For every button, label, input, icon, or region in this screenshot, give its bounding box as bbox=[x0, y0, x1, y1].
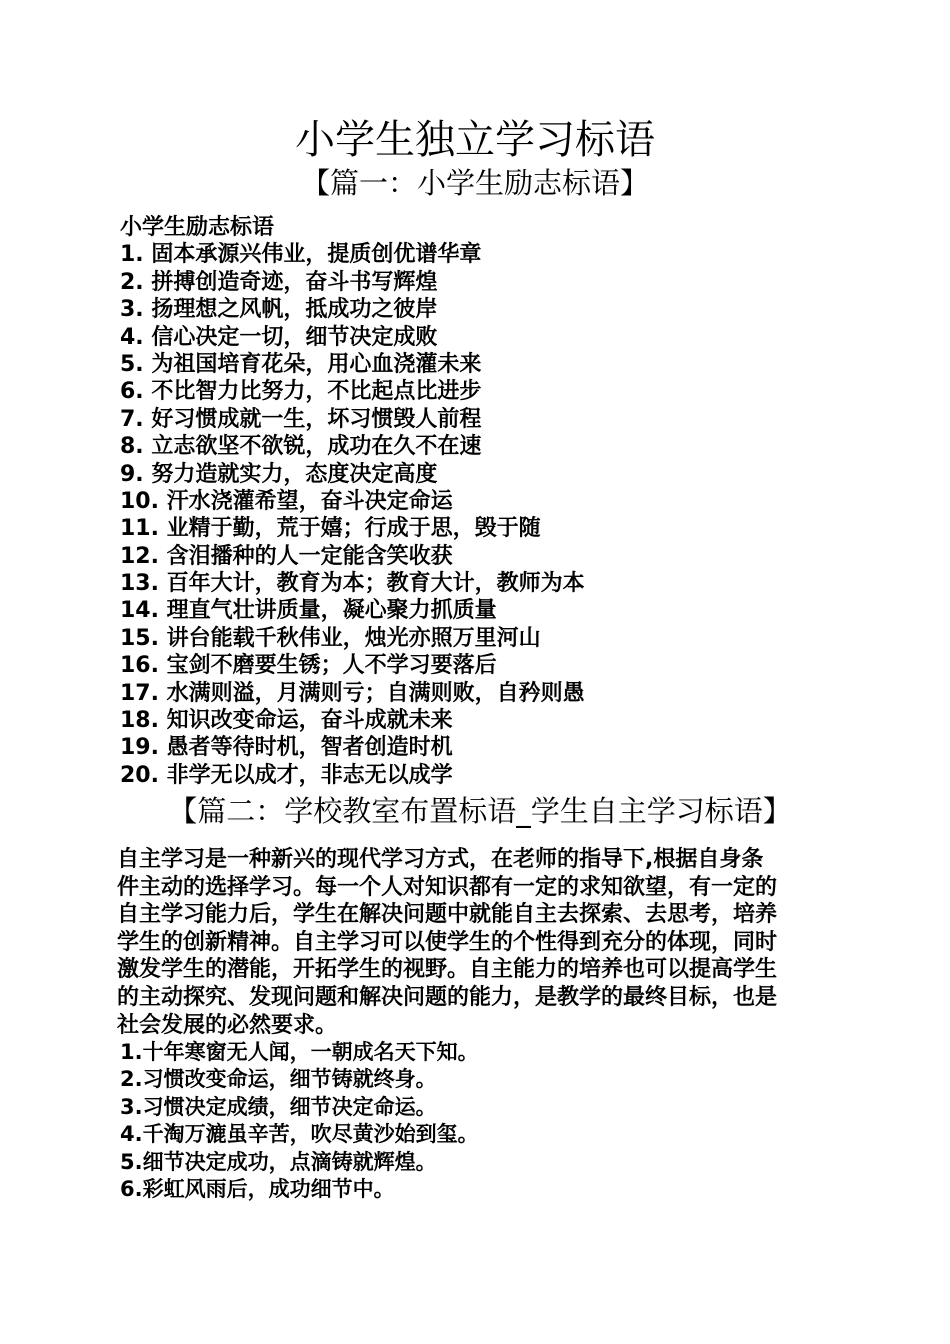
list-item: 16. 宝剑不磨要生锈；人不学习要落后 bbox=[120, 653, 497, 679]
list-item: 7. 好习惯成就一生，坏习惯毁人前程 bbox=[120, 406, 482, 432]
paragraph-line: 激发学生的潜能，开拓学生的视野。自主能力的培养也可以提高学生 bbox=[117, 957, 778, 983]
document-title: 小学生独立学习标语 bbox=[295, 117, 655, 163]
list-item: 20. 非学无以成才，非志无以成学 bbox=[120, 762, 453, 788]
list-item: 4. 信心决定一切，细节决定成败 bbox=[120, 324, 438, 350]
section2-heading: 【篇二：学校教室布置标语_学生自主学习标语】 bbox=[168, 794, 792, 828]
list-item: 13. 百年大计，教育为本；教育大计，教师为本 bbox=[120, 571, 585, 597]
list-item: 1.十年寒窗无人闻，一朝成名天下知。 bbox=[120, 1040, 479, 1064]
list-item: 8. 立志欲坚不欲锐，成功在久不在速 bbox=[120, 434, 482, 460]
list-item: 14. 理直气壮讲质量，凝心聚力抓质量 bbox=[120, 598, 497, 624]
paragraph-line: 学生的创新精神。自主学习可以使学生的个性得到充分的体现，同时 bbox=[117, 929, 778, 955]
paragraph-line: 自主学习能力后，学生在解决问题中就能自主去探索、去思考，培养 bbox=[117, 902, 778, 928]
list-item: 3. 扬理想之风帆，抵成功之彼岸 bbox=[120, 297, 438, 323]
list-item: 9. 努力造就实力，态度决定高度 bbox=[120, 461, 438, 487]
list-item: 12. 含泪播种的人一定能含笑收获 bbox=[120, 543, 453, 569]
section1-heading: 【篇一：小学生励志标语】 bbox=[300, 166, 649, 200]
list-item: 6. 不比智力比努力，不比起点比进步 bbox=[120, 379, 482, 405]
paragraph-line: 的主动探究、发现问题和解决问题的能力，是教学的最终目标，也是 bbox=[117, 984, 778, 1010]
list-item: 3.习惯决定成绩，细节决定命运。 bbox=[120, 1094, 437, 1119]
list-item: 10. 汗水浇灌希望，奋斗决定命运 bbox=[120, 488, 453, 514]
list-item: 5. 为祖国培育花朵，用心血浇灌未来 bbox=[120, 351, 482, 377]
list-item: 2.习惯改变命运，细节铸就终身。 bbox=[120, 1067, 437, 1092]
section2-paragraph bbox=[117, 846, 837, 1039]
list-item: 17. 水满则溢，月满则亏；自满则败，自矜则愚 bbox=[120, 680, 585, 706]
list-item: 11. 业精于勤，荒于嬉；行成于思，毁于随 bbox=[120, 516, 541, 542]
list-item: 5.细节决定成功，点滴铸就辉煌。 bbox=[120, 1149, 437, 1174]
paragraph-line: 自主学习是一种新兴的现代学习方式，在老师的指导下,根据自身条 bbox=[117, 847, 764, 872]
list-item: 4.千淘万漉虽辛苦，吹尽黄沙始到玺。 bbox=[120, 1122, 479, 1147]
paragraph-line: 件主动的选择学习。每一个人对知识都有一定的求知欲望，有一定的 bbox=[117, 874, 778, 900]
list-item: 18. 知识改变命运，奋斗成就未来 bbox=[120, 708, 453, 734]
section2-list bbox=[120, 1039, 840, 1203]
list-item: 2. 拼搏创造奇迹，奋斗书写辉煌 bbox=[120, 269, 438, 295]
list-item: 19. 愚者等待时机，智者创造时机 bbox=[120, 735, 453, 761]
list-item: 1. 固本承源兴伟业，提质创优谱华章 bbox=[120, 242, 482, 268]
section1-label: 小学生励志标语 bbox=[120, 215, 275, 240]
section1-body bbox=[120, 214, 840, 789]
list-item: 15. 讲台能载千秋伟业，烛光亦照万里河山 bbox=[120, 625, 541, 651]
paragraph-line: 社会发展的必然要求。 bbox=[117, 1012, 338, 1038]
list-item: 6.彩虹风雨后，成功细节中。 bbox=[120, 1176, 395, 1201]
